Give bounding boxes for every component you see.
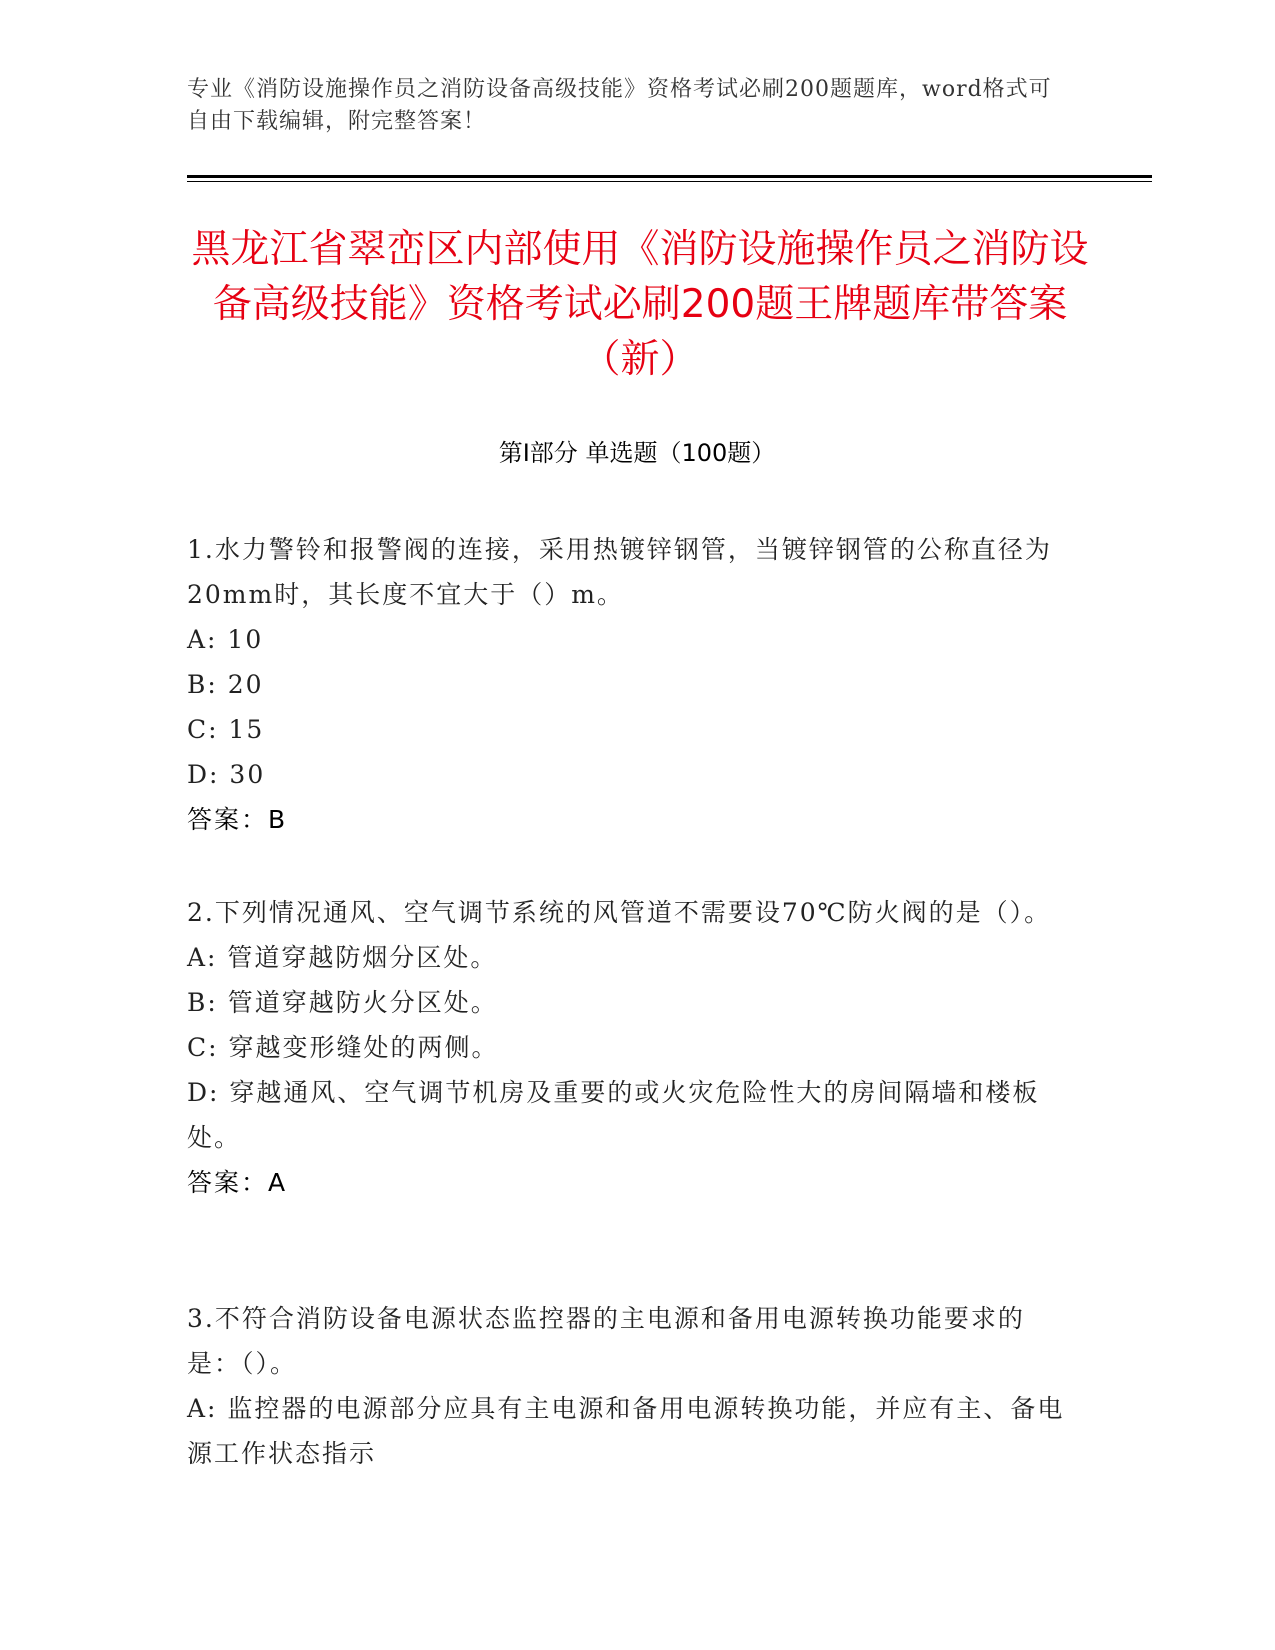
question-1 xyxy=(187,527,1067,842)
option-c: C: 15 xyxy=(187,715,265,744)
option-d: D: 穿越通风、空气调节机房及重要的或火灾危险性大的房间隔墙和楼板处。 xyxy=(187,1078,1040,1152)
option-a: A: 监控器的电源部分应具有主电源和备用电源转换功能，并应有主、备电源工作状态指示 xyxy=(187,1394,1065,1468)
header-divider-thick xyxy=(187,175,1152,178)
option-b: B: 20 xyxy=(187,670,264,699)
document-title: 黑龙江省翠峦区内部使用《消防设施操作员之消防设备高级技能》资格考试必刷200题王牌题库带答案（新） xyxy=(191,227,1089,382)
section-heading: 第I部分 单选题（100题） xyxy=(498,439,776,467)
header-divider-thin xyxy=(187,181,1152,182)
header-note: 专业《消防设施操作员之消防设备高级技能》资格考试必刷200题题库，word格式可自由下载编辑，附完整答案！ xyxy=(187,77,1052,134)
answer: 答案：A xyxy=(187,1168,288,1197)
option-a: A: 管道穿越防烟分区处。 xyxy=(187,943,498,972)
option-a: A: 10 xyxy=(187,625,264,654)
option-d: D: 30 xyxy=(187,760,266,789)
option-b: B: 管道穿越防火分区处。 xyxy=(187,988,498,1017)
question-stem: 2.下列情况通风、空气调节系统的风管道不需要设70℃防火阀的是（）。 xyxy=(187,898,1052,927)
question-3 xyxy=(187,1296,1067,1476)
question-stem: 3.不符合消防设备电源状态监控器的主电源和备用电源转换功能要求的是：（）。 xyxy=(187,1304,1025,1378)
option-c: C: 穿越变形缝处的两侧。 xyxy=(187,1033,499,1062)
answer: 答案：B xyxy=(187,805,288,834)
question-2 xyxy=(187,890,1067,1205)
question-stem: 1.水力警铃和报警阀的连接，采用热镀锌钢管，当镀锌钢管的公称直径为20mm时，其长度不宜大于（）m。 xyxy=(187,535,1052,609)
